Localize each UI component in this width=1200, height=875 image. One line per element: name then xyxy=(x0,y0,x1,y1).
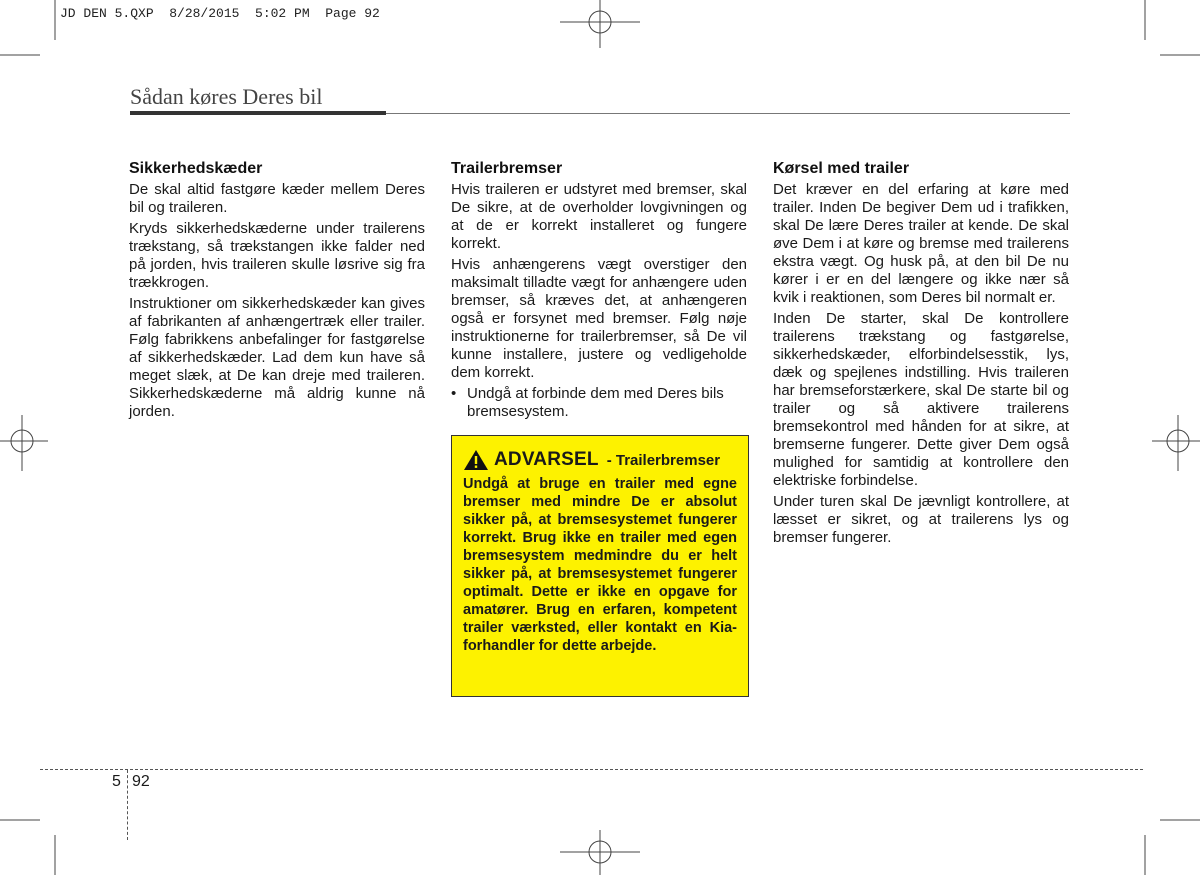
title-rule-thick xyxy=(130,111,386,115)
registration-mark-left xyxy=(0,415,50,475)
paragraph: De skal altid fastgøre kæder mellem Deres bil og traileren. xyxy=(129,181,425,216)
heading-driving-with-trailer: Kørsel med trailer xyxy=(773,160,910,177)
bullet-text: Undgå at forbinde dem med Deres bils bremsesystem. xyxy=(467,385,724,420)
warning-body: Undgå at bruge en trailer med egne bremser med mindre De er absolut sikker på, at bremsesystemet fungerer korrekt. Brug ikke en trailer med egen bremsesystem medmindre du er helt sikker på, at bremsesystemet fungerer optimalt. Dette er ikke en opgave for amatører. Brug en erfaren, kompetent trailer værksted, eller kontakt en Kia-forhandler for dette arbejde. xyxy=(463,476,737,654)
registration-mark-bottom xyxy=(560,830,640,875)
paragraph: Kryds sikkerhedskæderne under trailerens trækstang, så trækstangen ikke falder ned på jorden, hvis traileren skulle løsrive sig fra trækkrogen. xyxy=(129,220,425,291)
warning-triangle-icon xyxy=(463,449,489,471)
bullet-item xyxy=(451,385,747,421)
footer-divider xyxy=(127,770,128,840)
paragraph: Inden De starter, skal De kontrollere trailerens trækstang og fastgørelse, sikkerhedskæder, elforbindelsesstik, lys, dæk og spejlenes indstilling. Hvis traileren har bremseforstærkere, skal De starte bil og trailer og så aktivere trailerens bremsekontrol med hånden for at sikre, at bremserne fungerer. Dette giver Dem også mulighed for samtidig at kontrollere den elektriske forbindelse. xyxy=(773,310,1069,489)
paragraph: Det kræver en del erfaring at køre med trailer. Inden De begiver Dem ud i trafikken, skal De lære Deres trailer at kende. De skal øve Dem i at køre og bremse med trailerens ekstra vægt. Og husk på, at den bil De nu kører i er en del længere og ikke nær så kvik i reaktionen, som Deres bil normalt er. xyxy=(773,181,1069,306)
footer-rule xyxy=(40,769,1143,770)
column-trailer-brakes xyxy=(451,160,747,421)
chapter-number: 5 xyxy=(112,773,121,790)
column-safety-chains xyxy=(129,160,425,424)
warning-header xyxy=(463,449,737,471)
warning-box xyxy=(451,435,749,697)
registration-mark-top xyxy=(560,0,640,50)
paragraph: Hvis traileren er udstyret med bremser, skal De sikre, at de overholder lovgivningen og at de er korrekt installeret og fungere korrekt. xyxy=(451,181,747,252)
section-title: Sådan køres Deres bil xyxy=(130,84,323,109)
bullet-icon: • xyxy=(451,385,457,402)
page-number: 92 xyxy=(132,773,150,790)
paragraph: Under turen skal De jævnligt kontrollere, at læsset er sikret, og at trailerens lys og bremser fungerer. xyxy=(773,493,1069,546)
heading-safety-chains: Sikkerhedskæder xyxy=(129,160,263,177)
paragraph: Instruktioner om sikkerhedskæder kan gives af fabrikanten af anhængertræk eller trailer. Følg fabrikkens anbefalinger for fastgørelse af sikkerhedskæder. Lad dem kun have så meget slæk, at De kan dreje med traileren. Sikkerhedskæderne må aldrig kunne nå jorden. xyxy=(129,295,425,420)
title-rule-thin xyxy=(386,113,1070,114)
warning-title: ADVARSEL xyxy=(494,449,599,470)
warning-subtitle: - Trailerbremser xyxy=(606,451,721,469)
print-header: JD DEN 5.QXP 8/28/2015 5:02 PM Page 92 xyxy=(60,6,380,21)
heading-trailer-brakes: Trailerbremser xyxy=(451,160,563,177)
registration-mark-right xyxy=(1150,415,1200,475)
paragraph: Hvis anhængerens vægt overstiger den maksimalt tilladte vægt for anhængere uden bremser, så kræves det, at anhængeren også er forsynet med bremser. Følg nøje instruktionerne for trailerbremser, så De vil kunne installere, justere og vedligeholde dem korrekt. xyxy=(451,256,747,381)
column-driving-with-trailer xyxy=(773,160,1069,550)
